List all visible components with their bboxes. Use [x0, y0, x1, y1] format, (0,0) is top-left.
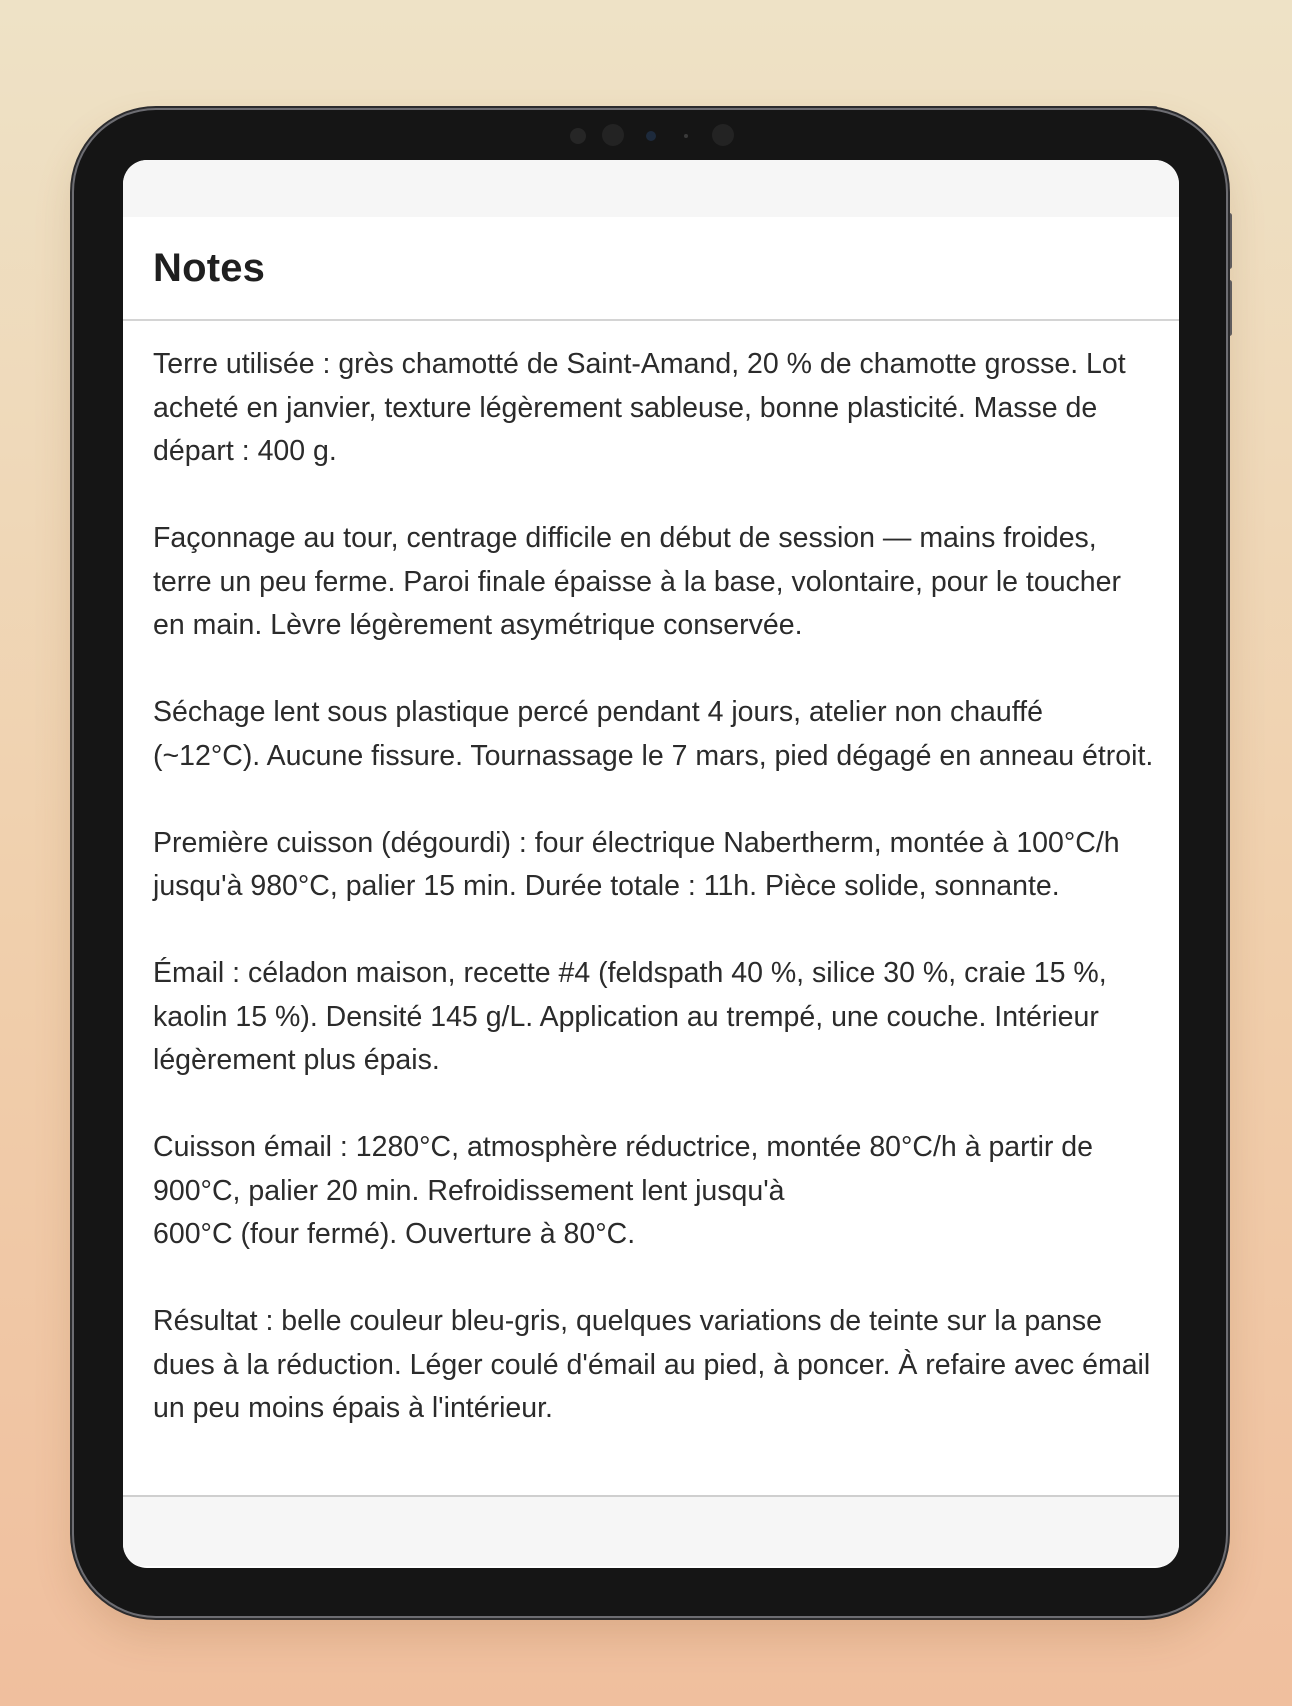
camera-icon: [646, 131, 656, 141]
indicator-light: [684, 134, 688, 138]
volume-down-button: [1227, 280, 1232, 336]
note-paragraph-drying: Séchage lent sous plastique percé pendant 4 jours, atelier non chauffé (~12°C). Aucune fissure. Tournassage le 7 mars, pied dégagé en anneau étroit.: [153, 696, 1154, 772]
notes-content[interactable]: [123, 321, 1179, 1497]
tablet-screen: [123, 160, 1179, 1568]
note-paragraph-glaze: Émail : céladon maison, recette #4 (feldspath 40 %, silice 30 %, craie 15 %, kaolin 15 %). Densité 145 g/L. Application au trempé, une couche. Intérieur légèrement plus épais.: [153, 957, 1107, 1076]
sensor-icon: [602, 124, 624, 146]
volume-up-button: [1227, 213, 1232, 269]
bottom-bar: [123, 1497, 1179, 1566]
notes-header: [123, 217, 1179, 321]
note-paragraph-throwing: Façonnage au tour, centrage difficile en début de session — mains froides, terre un peu ferme. Paroi finale épaisse à la base, volontaire, pour le toucher en main. Lèvre légèrement asymétrique conservée.: [153, 522, 1121, 641]
note-paragraph-clay: Terre utilisée : grès chamotté de Saint-Amand, 20 % de chamotte grosse. Lot acheté en janvier, texture légèrement sableuse, bonne plasticité. Masse de départ : 400 g.: [153, 348, 1126, 467]
note-paragraph-glaze-firing: Cuisson émail : 1280°C, atmosphère réductrice, montée 80°C/h à partir de 900°C, palier 20 min. Refroidissement lent jusqu'à 600°C (four fermé). Ouverture à 80°C.: [153, 1131, 1094, 1250]
page-title: Notes: [153, 245, 266, 290]
camera-bar: [566, 122, 744, 148]
sensor-icon: [712, 124, 734, 146]
sensor-icon: [570, 128, 586, 144]
app-bar: [123, 160, 1179, 217]
note-paragraph-result: Résultat : belle couleur bleu-gris, quelques variations de teinte sur la panse dues à la réduction. Léger coulé d'émail au pied, à poncer. À refaire avec émail un peu moins épais à l'intérieur.: [153, 1305, 1151, 1424]
note-paragraph-bisque: Première cuisson (dégourdi) : four électrique Nabertherm, montée à 100°C/h jusqu'à 980°C, palier 15 min. Durée totale : 11h. Pièce solide, sonnante.: [153, 826, 1120, 902]
